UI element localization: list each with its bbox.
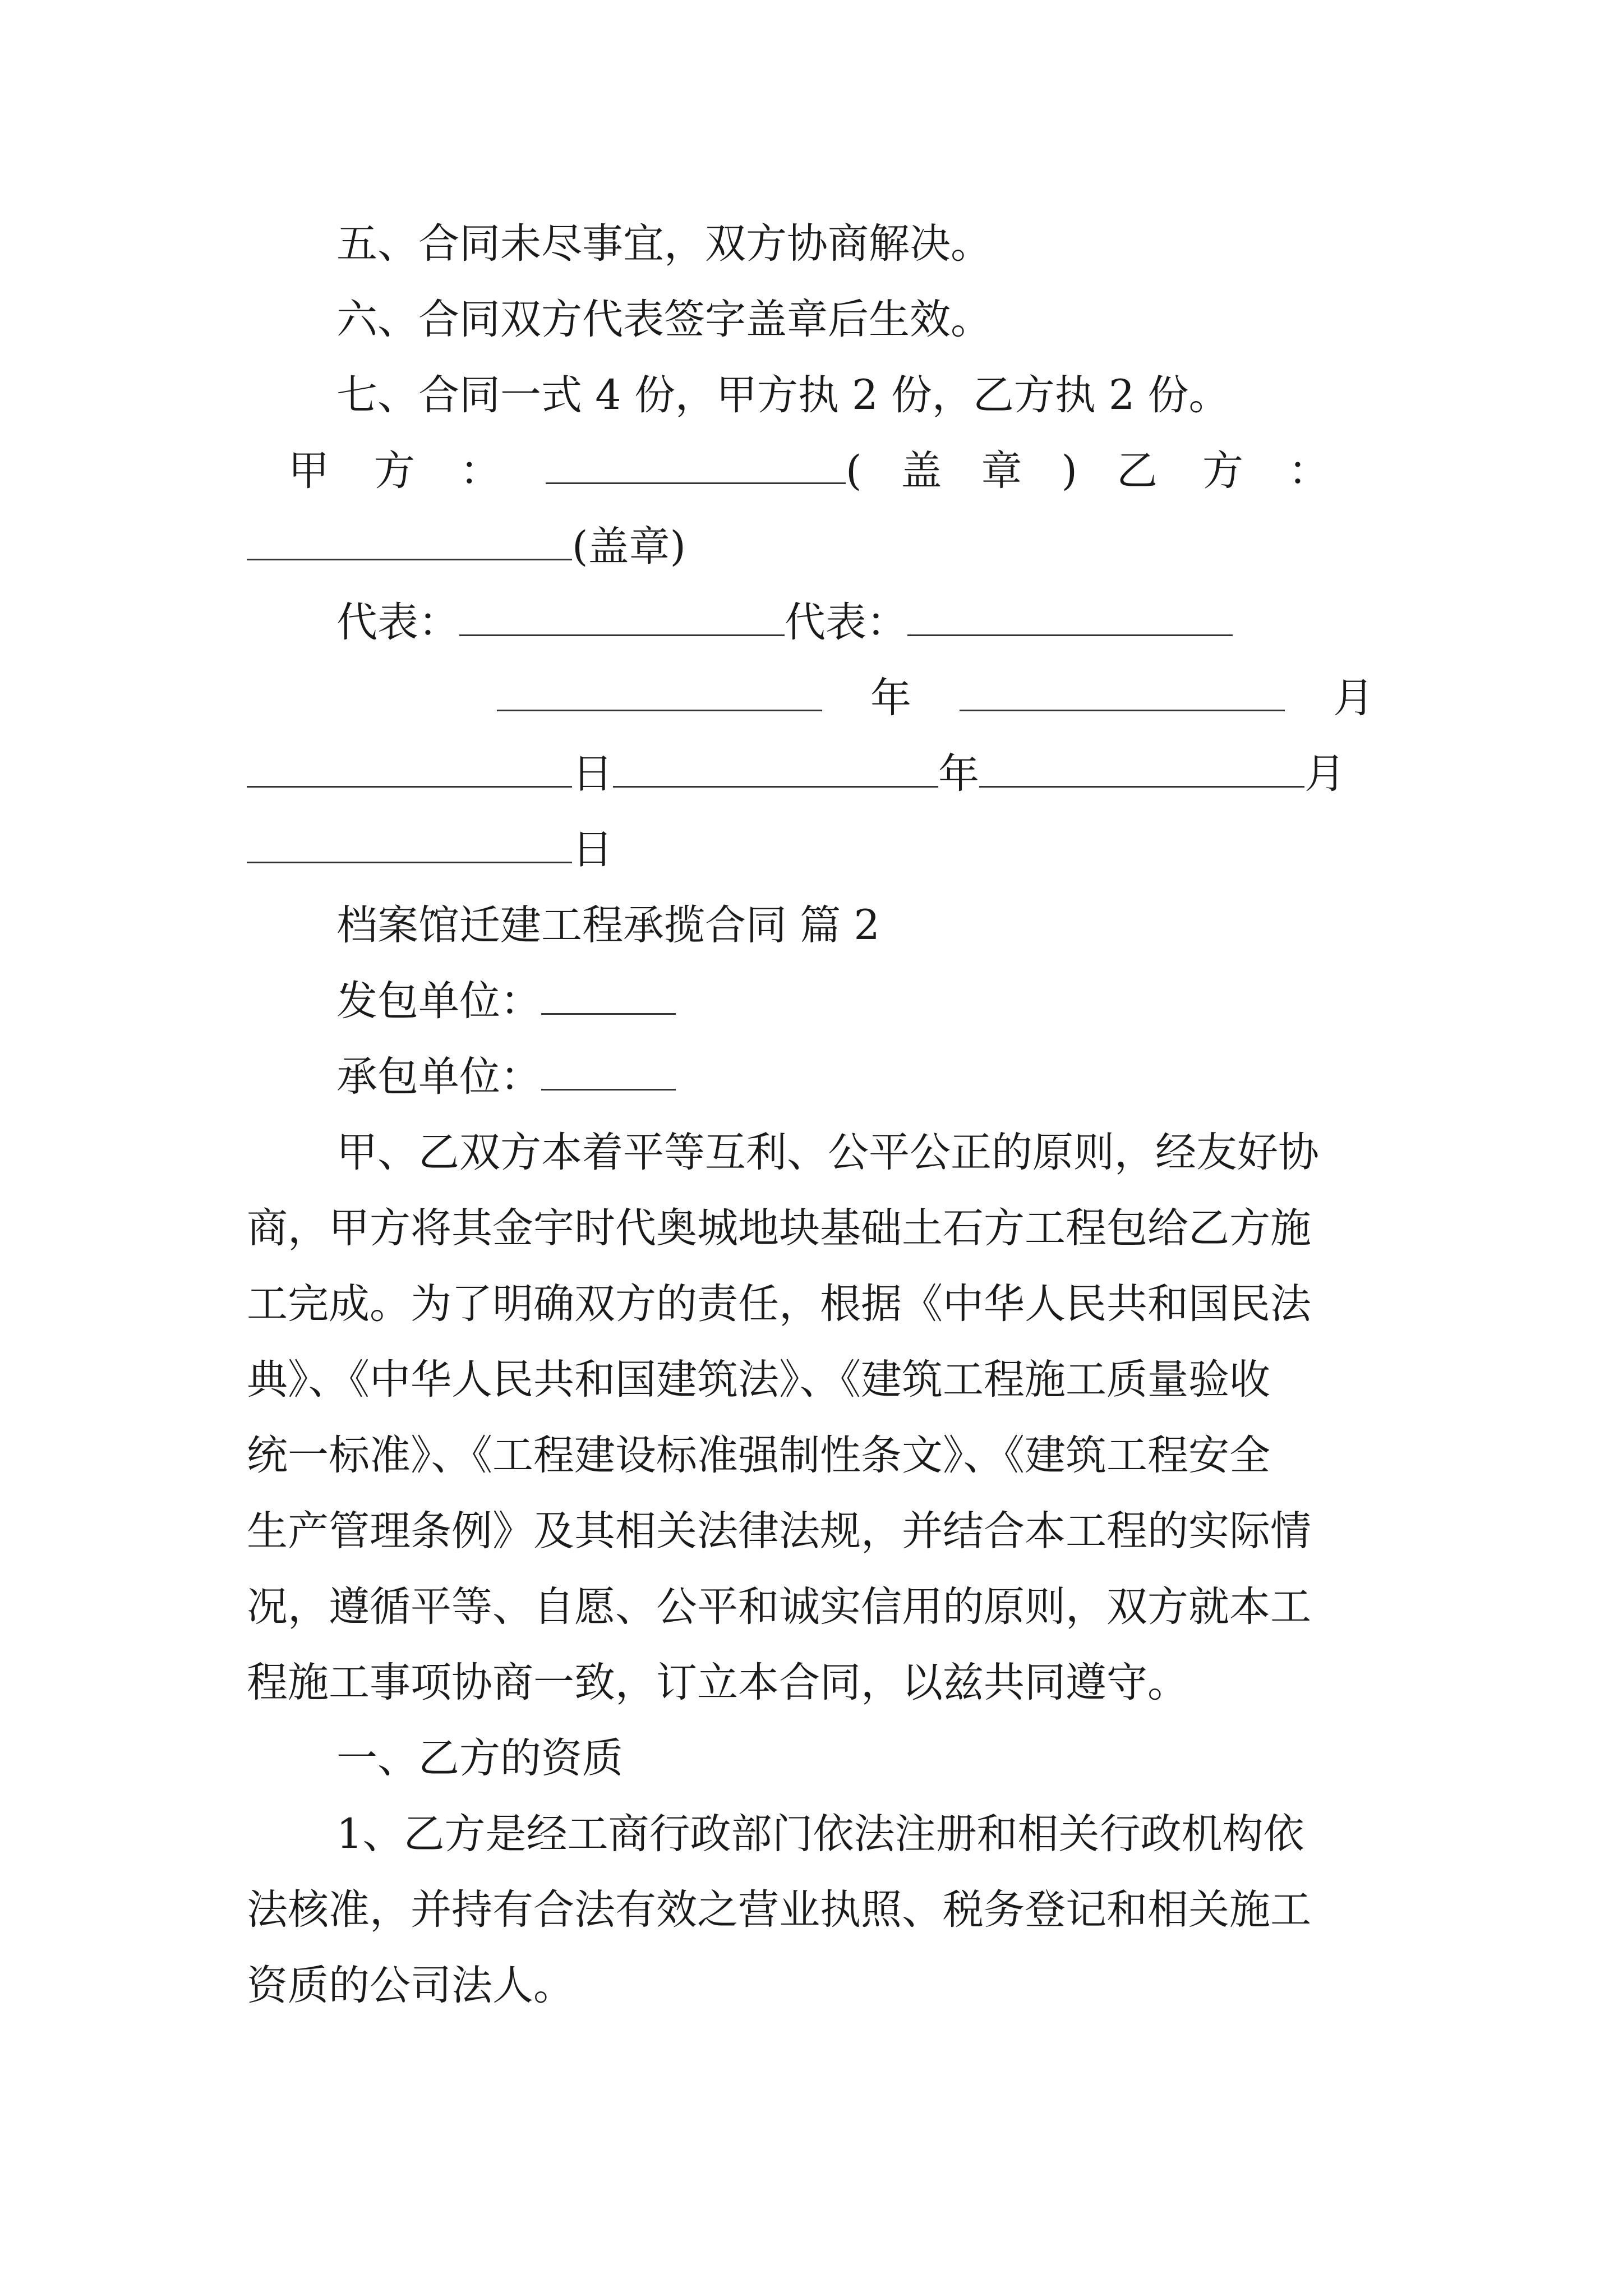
seal-b-label: (盖章) (572, 523, 686, 570)
party-b-signature-blank (247, 519, 572, 560)
rep-a-blank (459, 595, 785, 636)
seal-a-label: (盖章) (846, 447, 1117, 495)
intro-line: 况，遵循平等、自愿、公平和诚实信用的原则，双方就本工 (247, 1583, 1311, 1631)
clause-line: 资质的公司法人。 (247, 1962, 574, 2009)
section-title: 档案馆迁建工程承揽合同 篇 2 (336, 901, 880, 949)
party-b-seal-line (247, 519, 686, 575)
intro-line: 生产管理条例》及其相关法律法规，并结合本工程的实际情 (247, 1507, 1311, 1555)
month-blank-a (960, 670, 1285, 711)
date-line-1 (247, 670, 1374, 726)
month-label-b: 月 (1304, 750, 1345, 798)
clause-line: 法核准，并持有合法有效之营业执照、税务登记和相关施工 (247, 1886, 1311, 1934)
rep-a-label: 代表： (336, 599, 459, 646)
issuer-line (336, 973, 676, 1029)
month-blank-b (979, 747, 1304, 788)
month-label-a: 月 (1333, 674, 1374, 722)
heading-qualification: 一、乙方的资质 (336, 1734, 623, 1782)
intro-line: 程施工事项协商一致，订立本合同，以兹共同遵守。 (247, 1659, 1188, 1706)
rep-b-label: 代表： (785, 599, 907, 646)
year-blank-a (497, 670, 822, 711)
issuer-blank (541, 974, 676, 1015)
rep-b-blank (907, 595, 1233, 636)
date-line-3 (247, 822, 613, 878)
contractor-line (336, 1049, 676, 1105)
year-blank-b (613, 747, 938, 788)
party-signature-line (247, 443, 1374, 499)
contractor-label: 承包单位： (336, 1053, 541, 1101)
clause-7: 七、合同一式 4 份，甲方执 2 份，乙方执 2 份。 (336, 371, 1230, 419)
representatives-line (336, 595, 1233, 651)
intro-line: 典》、《中华人民共和国建筑法》、《建筑工程施工质量验收 (247, 1356, 1270, 1404)
party-b-label: 乙方： (1117, 447, 1374, 495)
intro-line: 商，甲方将其金宇时代奥城地块基础土石方工程包给乙方施 (247, 1204, 1311, 1252)
day-label-b: 日 (572, 826, 613, 873)
contractor-blank (541, 1050, 676, 1091)
issuer-label: 发包单位： (336, 977, 541, 1025)
year-label-b: 年 (938, 750, 979, 798)
year-label-a: 年 (870, 674, 911, 722)
day-blank-a (247, 747, 572, 788)
party-a-label: 甲方： (288, 447, 546, 495)
clause-6: 六、合同双方代表签字盖章后生效。 (336, 296, 992, 343)
intro-line: 工完成。为了明确双方的责任，根据《中华人民共和国民法 (247, 1280, 1311, 1328)
day-label-a: 日 (572, 750, 613, 798)
clause-line: 1、乙方是经工商行政部门依法注册和相关行政机构依 (336, 1810, 1304, 1858)
day-blank-b (247, 822, 572, 863)
intro-line: 统一标准》、《工程建设标准强制性条文》、《建筑工程安全 (247, 1432, 1270, 1479)
date-line-2 (247, 746, 1345, 802)
intro-line: 甲、乙双方本着平等互利、公平公正的原则，经友好协 (336, 1129, 1319, 1176)
clause-5: 五、合同未尽事宜，双方协商解决。 (336, 220, 992, 268)
party-a-signature-blank (546, 443, 846, 484)
